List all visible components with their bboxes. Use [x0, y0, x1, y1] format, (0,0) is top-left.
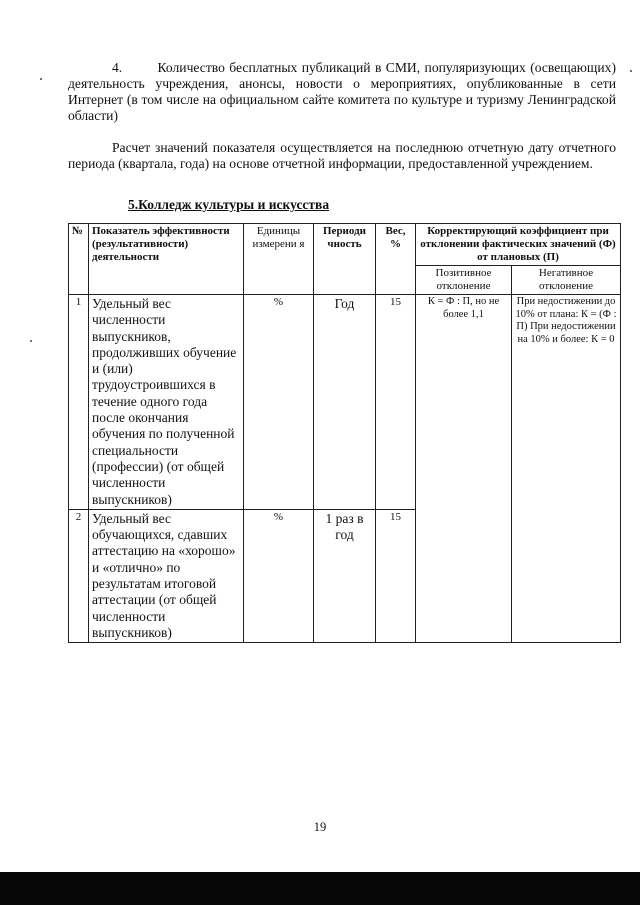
row-negative: При недостижении до 10% от плана: К = (Ф : П) При недостижении на 10% и более: К = 0	[512, 295, 621, 643]
row-weight: 15	[376, 295, 416, 510]
scan-speck	[30, 340, 32, 342]
item-number: 4.	[112, 60, 123, 75]
header-num: №	[69, 224, 89, 295]
header-unit: Единицы измерени я	[244, 224, 314, 295]
row-period: 1 раз в год	[314, 509, 376, 642]
page-number: 19	[313, 820, 327, 834]
indicators-table	[68, 223, 621, 643]
paragraph-text: Количество бесплатных публикаций в СМИ, популяризующих (освещающих) деятельность учреждения, анонсы, новости о мероприятиях, опубликованные в сети Интернет (в том числе на официальном сайте комитета по культуре и туризму Ленинградской области)	[68, 60, 616, 123]
row-unit: %	[244, 509, 314, 642]
row-num: 2	[69, 509, 89, 642]
row-indicator: Удельный вес обучающихся, сдавших аттестацию на «хорошо» и «отлично» по результатам итоговой аттестации (от общей численности выпускников)	[89, 509, 244, 642]
header-period: Периоди чность	[314, 224, 376, 295]
header-indicator: Показатель эффективности (результативности) деятельности	[89, 224, 244, 295]
row-positive: К = Ф : П, но не более 1,1	[416, 295, 512, 643]
paragraph-text: Расчет значений показателя осуществляется на последнюю отчетную дату отчетного периода (квартала, года) на основе отчетной информации, предоставленной учреждением.	[68, 140, 616, 171]
row-indicator: Удельный вес численности выпускников, продолживших обучение и (или) трудоустроившихся в течение одного года после окончания обучения по полученной специальности (профессии) (от общей численности выпускников)	[89, 295, 244, 510]
scan-bottom-edge	[0, 872, 640, 905]
paragraph-publications	[68, 60, 616, 124]
row-unit: %	[244, 295, 314, 510]
paragraph-calculation	[68, 140, 616, 172]
table-header-row	[69, 224, 621, 266]
scan-speck	[40, 78, 42, 80]
header-positive: Позитивное отклонение	[416, 266, 512, 295]
row-weight: 15	[376, 509, 416, 642]
scan-speck	[630, 70, 632, 72]
section-title: 5.Колледж культуры и искусства	[128, 197, 330, 212]
table-row	[69, 295, 621, 510]
row-num: 1	[69, 295, 89, 510]
header-coefficient: Корректирующий коэффициент при отклонении фактических значений (Ф) от плановых (П)	[416, 224, 621, 266]
header-negative: Негативное отклонение	[512, 266, 621, 295]
header-weight: Вес, %	[376, 224, 416, 295]
row-period: Год	[314, 295, 376, 510]
